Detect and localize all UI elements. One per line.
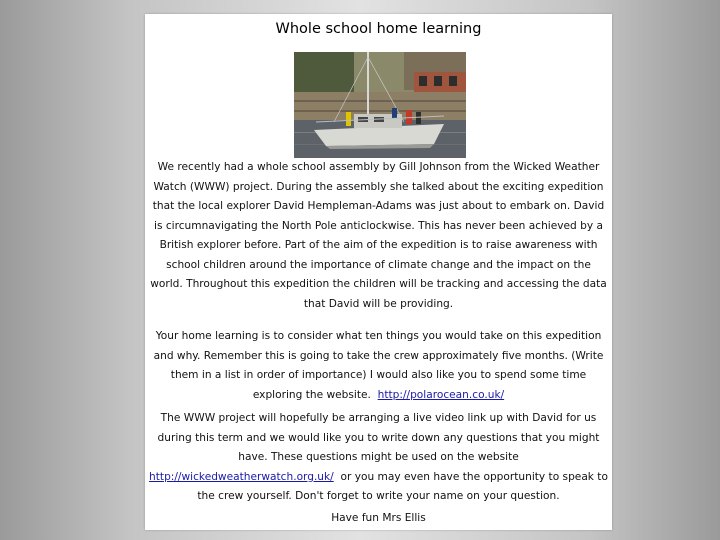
document-title: Whole school home learning bbox=[275, 21, 482, 37]
home-learning-paragraph bbox=[149, 327, 608, 405]
video-link-text-continued: or you may even have the opportunity to speak to the crew yourself. Don't forget to write your name on your question. bbox=[197, 470, 608, 502]
polarocean-link[interactable]: http://polarocean.co.uk/ bbox=[377, 388, 505, 401]
home-learning-text: Your home learning is to consider what ten things you would take on this expedition and why. Remember this is going to take the crew approximately five months. (Write them in a list in order of importance) I would also like you to spend some time exploring the website. bbox=[153, 330, 604, 401]
sailing-boat-image bbox=[294, 52, 466, 158]
video-link-paragraph bbox=[149, 409, 608, 507]
wickedweatherwatch-link[interactable]: http://wickedweatherwatch.org.uk/ bbox=[149, 470, 334, 483]
signoff: Have fun Mrs Ellis bbox=[331, 512, 426, 524]
boat-photo bbox=[294, 52, 466, 158]
assembly-paragraph: We recently had a whole school assembly by Gill Johnson from the Wicked Weather Watch (WWW) project. During the assembly she talked about the exciting expedition that the local explorer David Hempleman-Adams was just about to embark on. David is circumnavigating the North Pole anticlockwise. This has never been achieved by a British explorer before. Part of the aim of the expedition is to raise awareness with school children around the importance of climate change and the impact on the world. Throughout this expedition the children will be tracking and accessing the data that David will be providing. bbox=[150, 161, 607, 310]
video-link-text: The WWW project will hopefully be arranging a live video link up with David for us during this term and we would like you to write down any questions that you might have. These questions might be used on the website bbox=[157, 412, 600, 463]
document-page bbox=[145, 14, 612, 530]
